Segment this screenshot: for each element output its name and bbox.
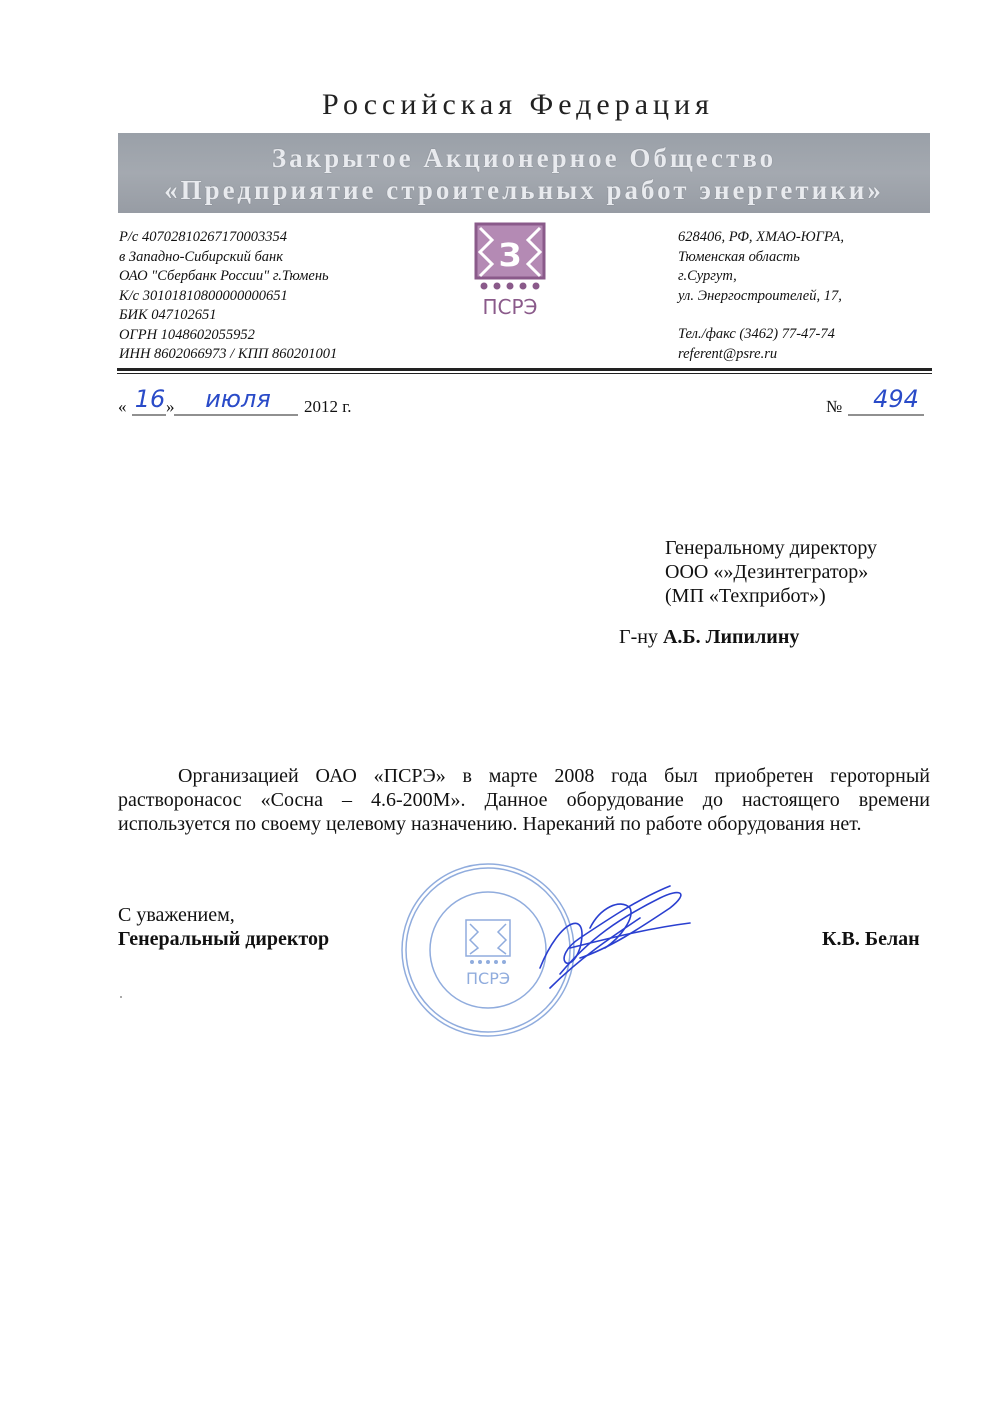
address-line: Тюменская область xyxy=(678,248,800,265)
date-day: 16 xyxy=(134,385,166,413)
logo-text: ПСРЭ xyxy=(482,295,538,319)
addressee-line3: (МП «Техприбот») xyxy=(665,585,826,607)
regards-text: С уважением, xyxy=(118,904,235,926)
ogrn: ОГРН 1048602055952 xyxy=(119,326,255,343)
signer-name: К.В. Белан xyxy=(822,928,920,950)
number-value: 494 xyxy=(873,385,919,413)
organization-banner xyxy=(118,133,930,213)
bank-name: в Западно-Сибирский банк xyxy=(119,248,284,265)
addressee-name xyxy=(619,626,799,649)
date-month: июля xyxy=(205,385,271,413)
bank-branch: ОАО "Сбербанк России" г.Тюмень xyxy=(119,268,329,284)
email: referent@psre.ru xyxy=(678,345,778,362)
date-close-quote: » xyxy=(166,397,175,416)
date-open-quote: « xyxy=(118,397,127,416)
corr-account: К/с 30101810800000000651 xyxy=(119,287,288,304)
address-line: ул. Энергостроителей, 17, xyxy=(678,287,842,304)
bik: БИК 047102651 xyxy=(119,307,217,323)
salutation-prefix: Г-ну xyxy=(619,626,658,648)
date-year: 2012 г. xyxy=(304,397,352,416)
bank-requisites xyxy=(119,228,459,365)
country-title: Российская Федерация xyxy=(322,88,714,121)
company-logo xyxy=(470,220,550,320)
handwritten-signature xyxy=(520,878,700,998)
address-line: г.Сургут, xyxy=(678,268,737,284)
org-name-line2: «Предприятие строительных работ энергетики» xyxy=(164,175,884,205)
addressee-line2: ООО «»Дезинтегратор» xyxy=(665,561,869,583)
header-rule-thick xyxy=(117,368,932,371)
org-name-line1: Закрытое Акционерное Общество xyxy=(271,143,777,173)
addressee-line1: Генеральному директору xyxy=(665,537,878,559)
scan-speck xyxy=(120,996,122,998)
inn-kpp: ИНН 8602066973 / КПП 860201001 xyxy=(119,346,338,362)
bank-account: Р/с 40702810267170003354 xyxy=(119,229,287,245)
address-line: 628406, РФ, ХМАО-ЮГРА, xyxy=(678,229,844,245)
signer-position: Генеральный директор xyxy=(118,928,330,950)
letter-body: Организацией ОАО «ПСРЭ» в марте 2008 года был приобретен героторный растворонасос «Сосна – 4.6-200М». Данное оборудование до настоящего времени используется по своему целевому назначению. Нареканий по работе оборудования нет. xyxy=(118,765,930,835)
addressee-person: А.Б. Липилину xyxy=(662,626,800,648)
stamp-text: ПСРЭ xyxy=(465,969,511,988)
phone-fax: Тел./факс (3462) 77-47-74 xyxy=(678,326,835,342)
svg-text:З: З xyxy=(498,236,522,274)
header-rule-thin xyxy=(117,373,932,374)
number-label: № xyxy=(826,397,843,416)
company-contacts xyxy=(678,228,938,364)
addressee-block xyxy=(665,536,877,608)
